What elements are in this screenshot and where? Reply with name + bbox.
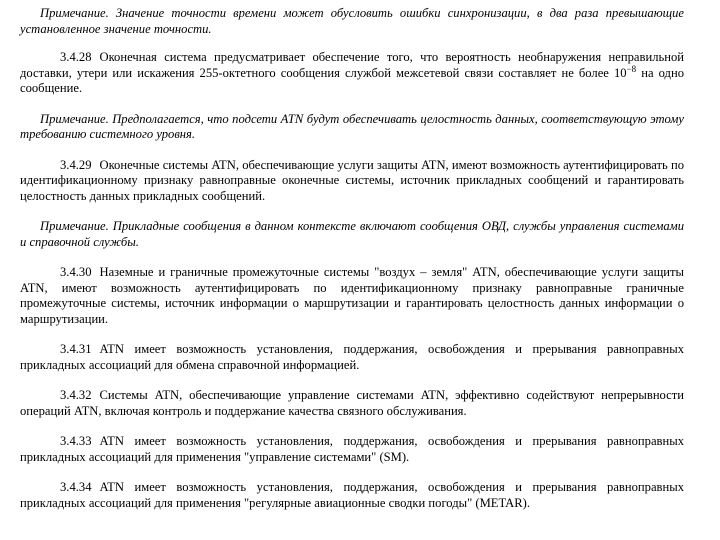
paragraph-tail: на одно сообщение. (20, 65, 684, 95)
paragraph-text: ATN имеет возможность установления, поддержания, освобождения и прерывания равноправных прикладных ассоциаций для применения "регулярные авиационные сводки погоды" (METAR). (20, 480, 684, 510)
paragraph-3-4-34 (20, 480, 684, 511)
paragraph-text: Оконечная система предусматривает обеспечение того, что вероятность необнаружения неправильной доставки, утери или искажения 255-октетного сообщения службой межсетевой связи составляет не более 10 (20, 50, 684, 80)
paragraph-3-4-28 (20, 50, 684, 97)
paragraph-number: 3.4.32 (60, 388, 92, 402)
note-subnet-integrity: Примечание. Предполагается, что подсети ATN будут обеспечивать целостность данных, соответствующую этому требованию системного уровня. (20, 111, 684, 141)
paragraph-3-4-32 (20, 388, 684, 419)
paragraph-text: ATN имеет возможность установления, поддержания, освобождения и прерывания равноправных прикладных ассоциаций для применения "управление системами" (SM). (20, 434, 684, 464)
paragraph-number: 3.4.30 (60, 265, 92, 279)
paragraph-text: Системы ATN, обеспечивающие управление системами ATN, эффективно содействуют непрерывности операций ATN, включая контроль и поддержание качества связного обслуживания. (20, 388, 684, 418)
exponent: −8 (626, 63, 637, 74)
paragraph-text: Оконечные системы ATN, обеспечивающие услуги защиты ATN, имеют возможность аутентифицировать по идентификационному признаку равноправные оконечные системы, источник прикладных сообщений и гарантировать целостность данных прикладных сообщений. (20, 157, 684, 203)
note-application-messages: Примечание. Прикладные сообщения в данном контексте включают сообщения ОВД, службы управления системами и справочной службы. (20, 219, 684, 249)
note-time-accuracy: Примечание. Значение точности времени может обусловить ошибки синхронизации, в два раза превышающие установленное значение точности. (20, 6, 684, 36)
paragraph-number: 3.4.29 (60, 157, 92, 172)
paragraph-number: 3.4.28 (60, 50, 92, 64)
paragraph-3-4-33 (20, 434, 684, 465)
paragraph-number: 3.4.34 (60, 480, 92, 494)
paragraph-number: 3.4.31 (60, 342, 92, 356)
paragraph-text: ATN имеет возможность установления, поддержания, освобождения и прерывания равноправных прикладных ассоциаций для обмена справочной информацией. (20, 342, 684, 372)
paragraph-3-4-31 (20, 342, 684, 373)
paragraph-text: Наземные и граничные промежуточные системы "воздух – земля" ATN, обеспечивающие услуги защиты ATN, имеют возможность аутентифицировать по идентификационному признаку равноправные граничные промежуточные системы, источник информации о маршрутизации и гарантировать целостность данных информации о маршрутизации. (20, 265, 684, 326)
paragraph-3-4-29 (20, 158, 684, 205)
paragraph-number: 3.4.33 (60, 434, 92, 448)
paragraph-3-4-30 (20, 265, 684, 327)
